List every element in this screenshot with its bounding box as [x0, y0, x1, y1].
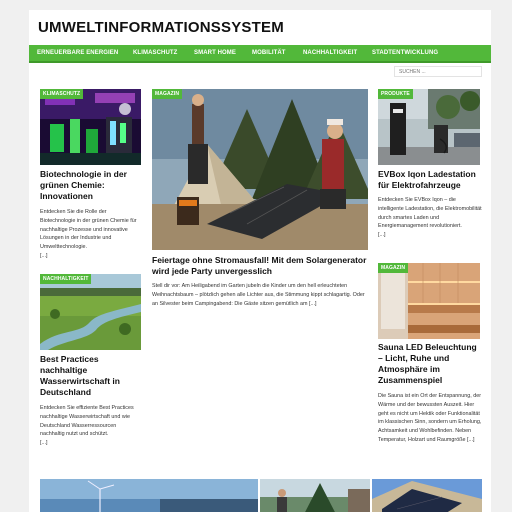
category-badge[interactable]: PRODUKTE [378, 89, 413, 99]
nav-item-erneuerbare-energien[interactable]: ERNEUERBARE ENERGIEN [37, 50, 119, 56]
category-badge[interactable]: MAGAZIN [152, 89, 182, 99]
wind-turbine-image [40, 479, 258, 512]
main-navigation [29, 45, 491, 63]
featured-image-forest[interactable] [260, 479, 370, 512]
nav-item-smart-home[interactable]: SMART HOME [194, 50, 236, 56]
nav-item-stadtentwicklung[interactable]: STADTENTWICKLUNG [372, 50, 439, 56]
lab-robot-image [40, 89, 141, 165]
article-excerpt [40, 404, 141, 448]
sauna-interior-image [378, 263, 480, 339]
read-more-link[interactable]: [...] [378, 232, 386, 239]
article-title[interactable]: Biotechnologie in der grünen Chemie: Innovationen [40, 169, 127, 201]
read-more-link[interactable]: [...] [40, 440, 48, 447]
charging-station-image [378, 89, 480, 165]
article-image-sauna[interactable] [378, 263, 480, 339]
article-excerpt [152, 282, 368, 308]
featured-image-wind[interactable] [40, 479, 258, 512]
excerpt-text: Entdecken Sie die Rolle der Biotechnologie in der grünen Chemie für nachhaltige Prozesse und innovative Lösungen in der Industrie und Umwelttechnologie. [40, 209, 137, 251]
camping-solar-image [152, 89, 368, 250]
excerpt-text: Entdecken Sie EVBox Iqon – die intelligente Ladestation, die Elektromobilität durch smartes Laden und Energiemanagement revolutioniert. [378, 197, 482, 230]
article-excerpt [40, 208, 142, 261]
read-more-link[interactable]: [...] [467, 436, 475, 443]
excerpt-text: Die Sauna ist ein Ort der Entspannung, der Wärme und der bewussten Auszeit. Hier geht es nicht um Hektik oder Funktionalität im klassischen Sinn, sondern um Erholung, Achtsamkeit und Wohlbefinden. Neben Temperatur, Holzart und Raumgröße [378, 393, 482, 443]
article-image-evbox[interactable] [378, 89, 480, 165]
article-image-biotech[interactable] [40, 89, 141, 165]
search-input[interactable] [394, 66, 482, 77]
river-landscape-image [40, 274, 141, 350]
people-forest-image [260, 479, 370, 512]
nav-item-mobilitaet[interactable]: MOBILITÄT [252, 50, 286, 56]
article-title[interactable]: Feiertage ohne Stromausfall! Mit dem Solargenerator wird jede Party unvergesslich [152, 255, 367, 276]
category-badge[interactable]: MAGAZIN [378, 263, 408, 273]
site-title[interactable]: UMWELTINFORMATIONSSYSTEM [38, 19, 284, 36]
excerpt-text: Entdecken Sie effiziente Best Practices nachhaltige Wasserwirtschaft und wie Deutschland Wasserressourcen nachhaltig nutzt und schützt. [40, 405, 134, 438]
featured-image-solar-roof[interactable] [372, 479, 482, 512]
article-image-wasserwirtschaft[interactable] [40, 274, 141, 350]
article-excerpt [378, 196, 482, 240]
category-badge[interactable]: NACHHALTIGKEIT [40, 274, 91, 284]
article-excerpt [378, 392, 482, 445]
article-title[interactable]: Sauna LED Beleuchtung – Licht, Ruhe und Atmosphäre im Zusammenspiel [378, 342, 477, 385]
article-image-solargenerator[interactable] [152, 89, 368, 250]
read-more-link[interactable]: [...] [309, 300, 317, 307]
solar-roof-image [372, 479, 482, 512]
article-title[interactable]: Best Practices nachhaltige Wasserwirtschaft in Deutschland [40, 354, 120, 397]
excerpt-text: Stell dir vor: Am Heiligabend im Garten jubeln die Kinder um den hell erleuchteten Weihnachtsbaum – plötzlich gehen alle Lichter aus, die Stimmung kippt schlagartig. Oder an Silvester beim Campingabend: Die Gäste sitzen gemütlich am [152, 283, 365, 307]
nav-item-klimaschutz[interactable]: KLIMASCHUTZ [133, 50, 178, 56]
category-badge[interactable]: KLIMASCHUTZ [40, 89, 83, 99]
read-more-link[interactable]: [...] [40, 252, 48, 259]
nav-item-nachhaltigkeit[interactable]: NACHHALTIGKEIT [303, 50, 358, 56]
page-container [29, 10, 491, 512]
article-title[interactable]: EVBox Iqon Ladestation für Elektrofahrzeuge [378, 169, 476, 190]
